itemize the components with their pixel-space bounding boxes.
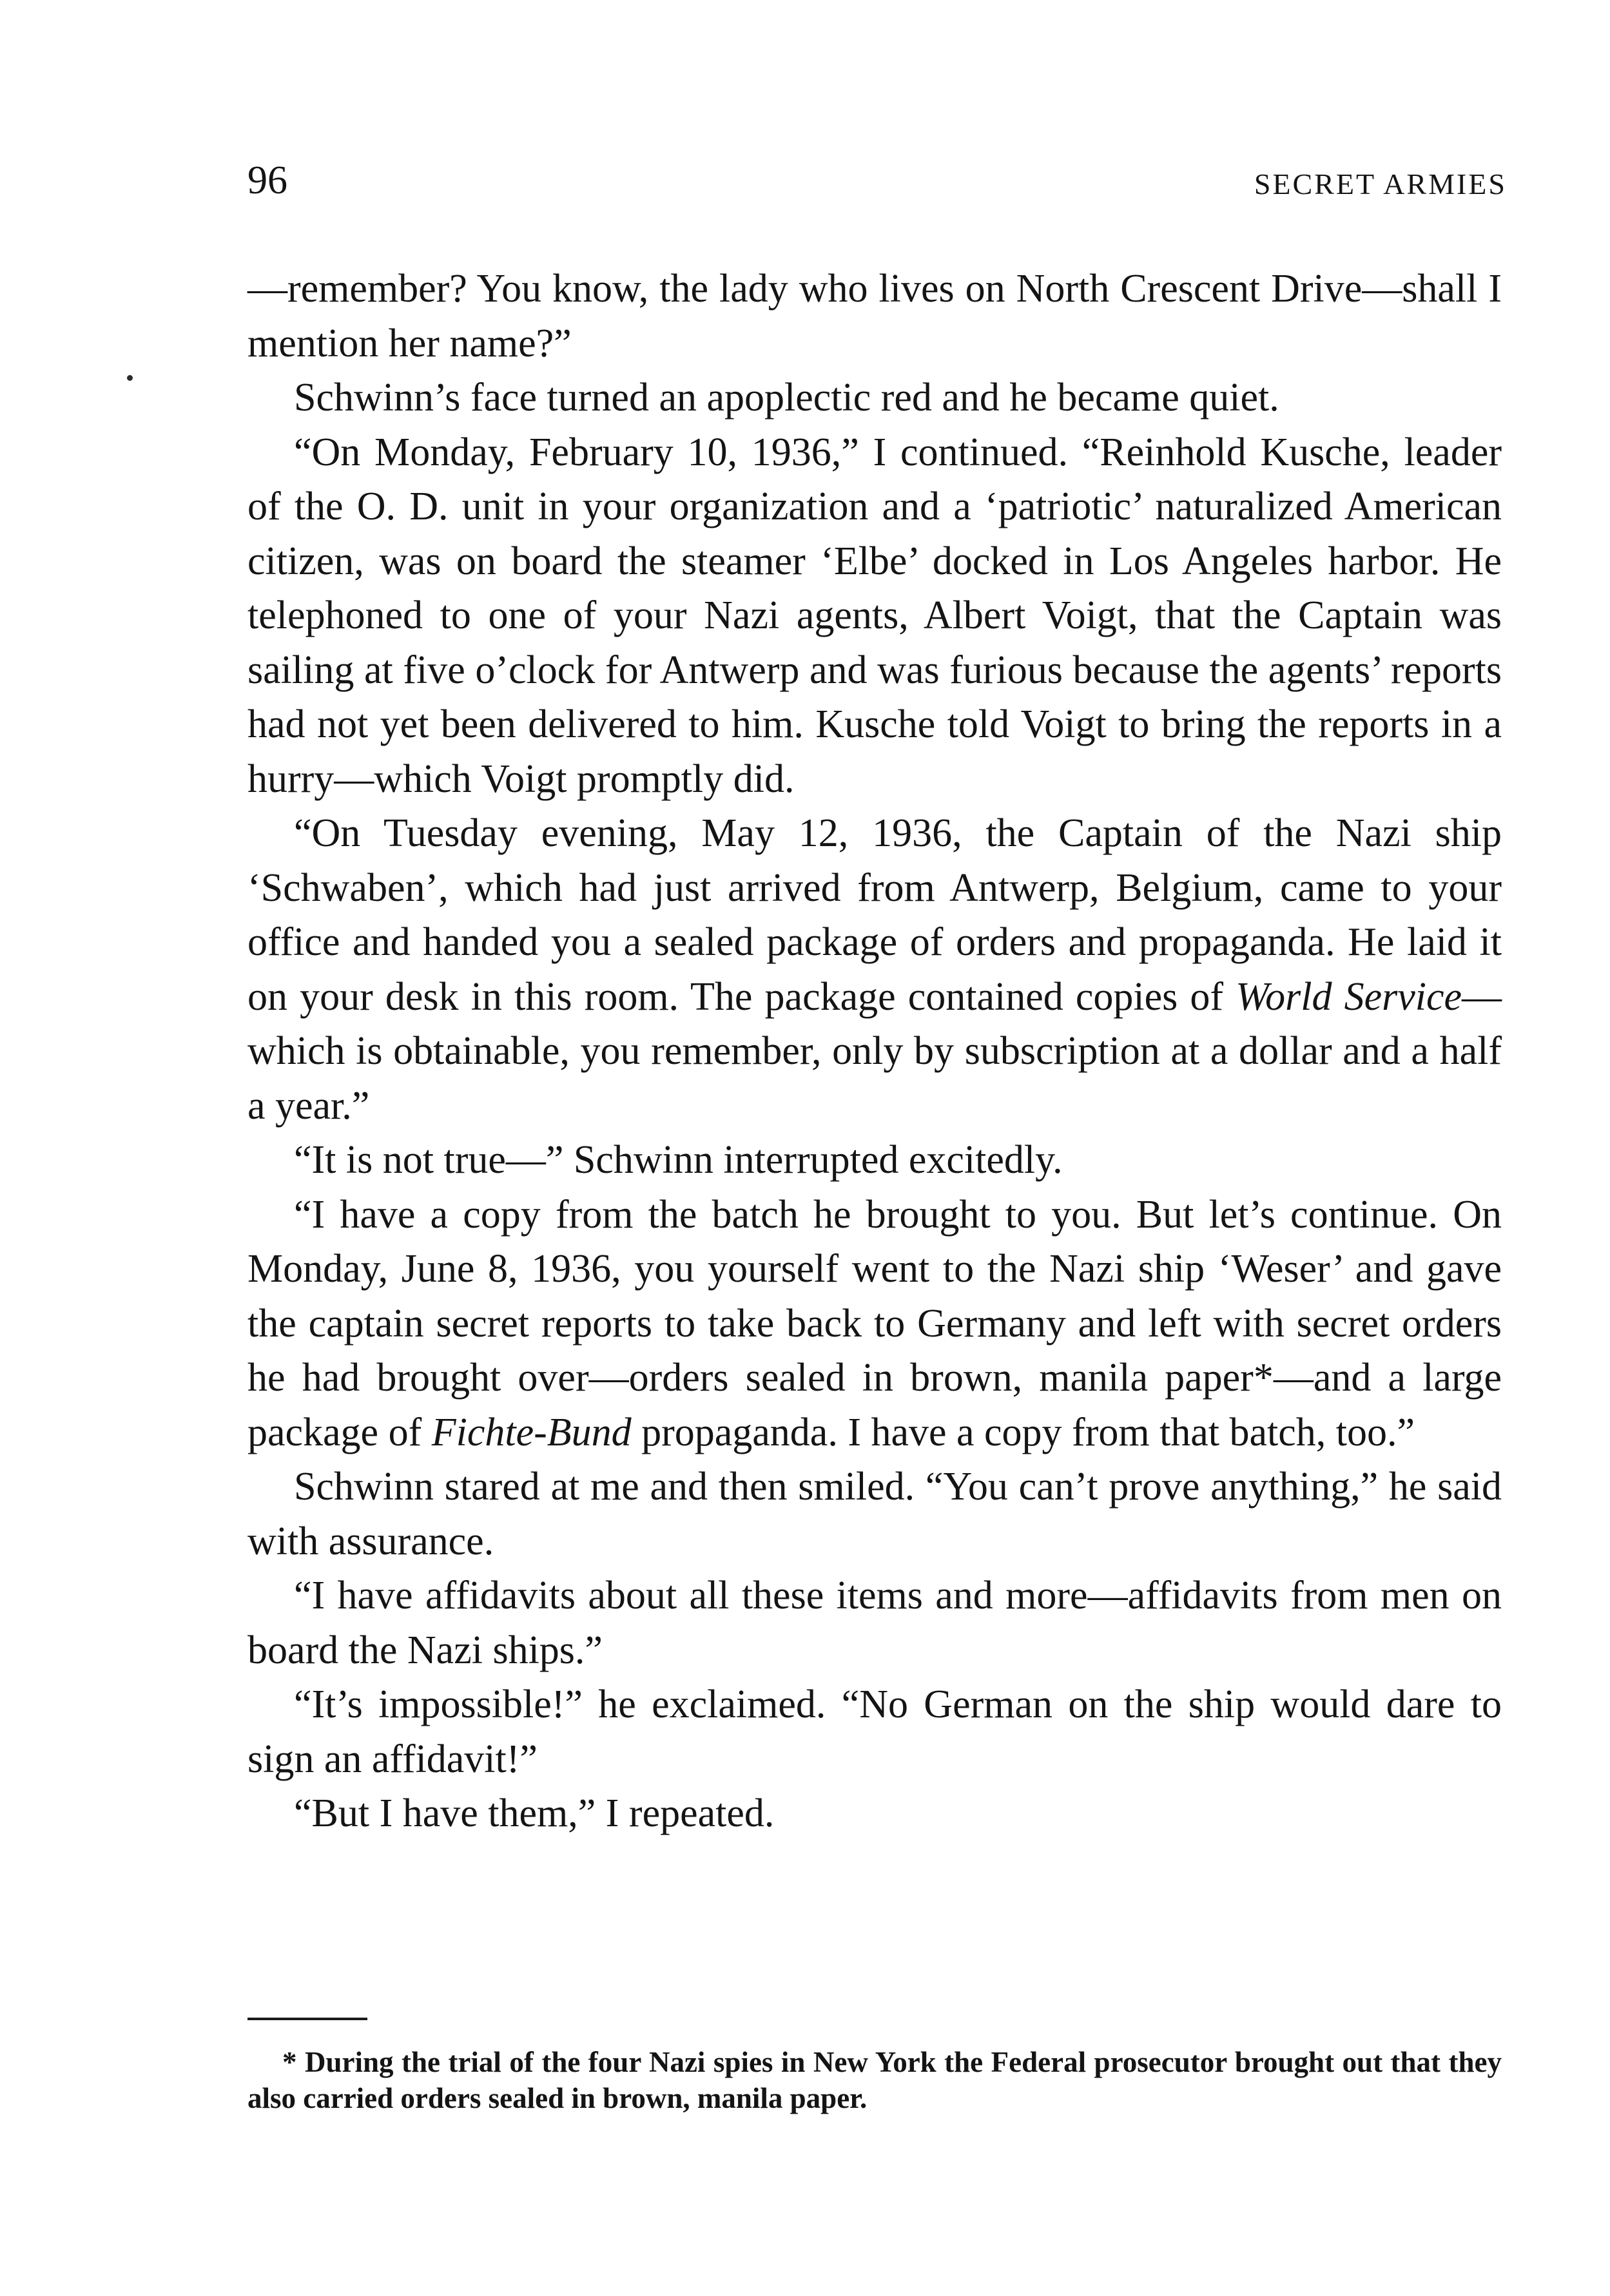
paragraph-3: “On Monday, February 10, 1936,” I continued. “Reinhold Kusche, leader of the O. D. unit in your organization and a ‘patriotic’ naturalized American citizen, was on board the steamer ‘Elbe’ docked in Los Angeles harbor. He telephoned to one of your Nazi agents, Albert Voigt, that the Captain was sailing at five o’clock for Antwerp and was furious because the agents’ reports had not yet been delivered to him. Kusche told Voigt to bring the reports in a hurry—which Voigt promptly did. [247,430,1502,801]
paragraph-5: “It is not true—” Schwinn interrupted excitedly. [294,1138,1063,1182]
paragraph-6 [247,1188,1502,1460]
paragraph-8: “I have affidavits about all these items and more—affidavits from men on board the Nazi ships.” [247,1574,1502,1672]
running-head: SECRET ARMIES [1254,168,1507,200]
paragraph-6-part-2: propaganda. I have a copy from that batch, too.” [631,1410,1415,1454]
publication-title-world-service: World Service [1236,974,1462,1019]
paragraph-1: —remember? You know, the lady who lives on North Crescent Drive—shall I mention her name?” [247,267,1502,365]
paragraph-2: Schwinn’s face turned an apoplectic red and he became quiet. [294,376,1279,420]
stray-mark [127,375,133,381]
paragraph-6-part-1: “I have a copy from the batch he brought to you. But let’s continue. On Monday, June 8, 1936, you yourself went to the Nazi ship ‘Weser’ and gave the captain secret reports to take back to Germany and left with secret orders he had brought over—orders sealed in brown, manila paper*—and a large package of [247,1192,1502,1454]
paragraph-4-part-1: “On Tuesday evening, May 12, 1936, the Captain of the Nazi ship ‘Schwaben’, which had just arrived from Antwerp, Belgium, came to your office and handed you a sealed package of orders and propaganda. He laid it on your desk in this room. The package contained copies of [247,811,1502,1019]
footnote: * During the trial of the four Nazi spies in New York the Federal prosecutor brought out that they also carried orders sealed in brown, manila paper. [247,2046,1502,2114]
paragraph-4-part-2: —which is obtainable, you remember, only by subscription at a dollar and a half a year.” [247,974,1502,1128]
paragraph-10: “But I have them,” I repeated. [294,1791,775,1835]
paragraph-7: Schwinn stared at me and then smiled. “You can’t prove anything,” he said with assurance. [247,1465,1502,1563]
publication-title-fichte-bund: Fichte-Bund [431,1410,632,1454]
paragraph-9: “It’s impossible!” he exclaimed. “No German on the ship would dare to sign an affidavit!” [247,1683,1502,1781]
paragraph-4 [247,806,1502,1133]
body-text [247,262,1502,1841]
page-number: 96 [247,159,287,202]
footnote-rule [247,2018,367,2020]
